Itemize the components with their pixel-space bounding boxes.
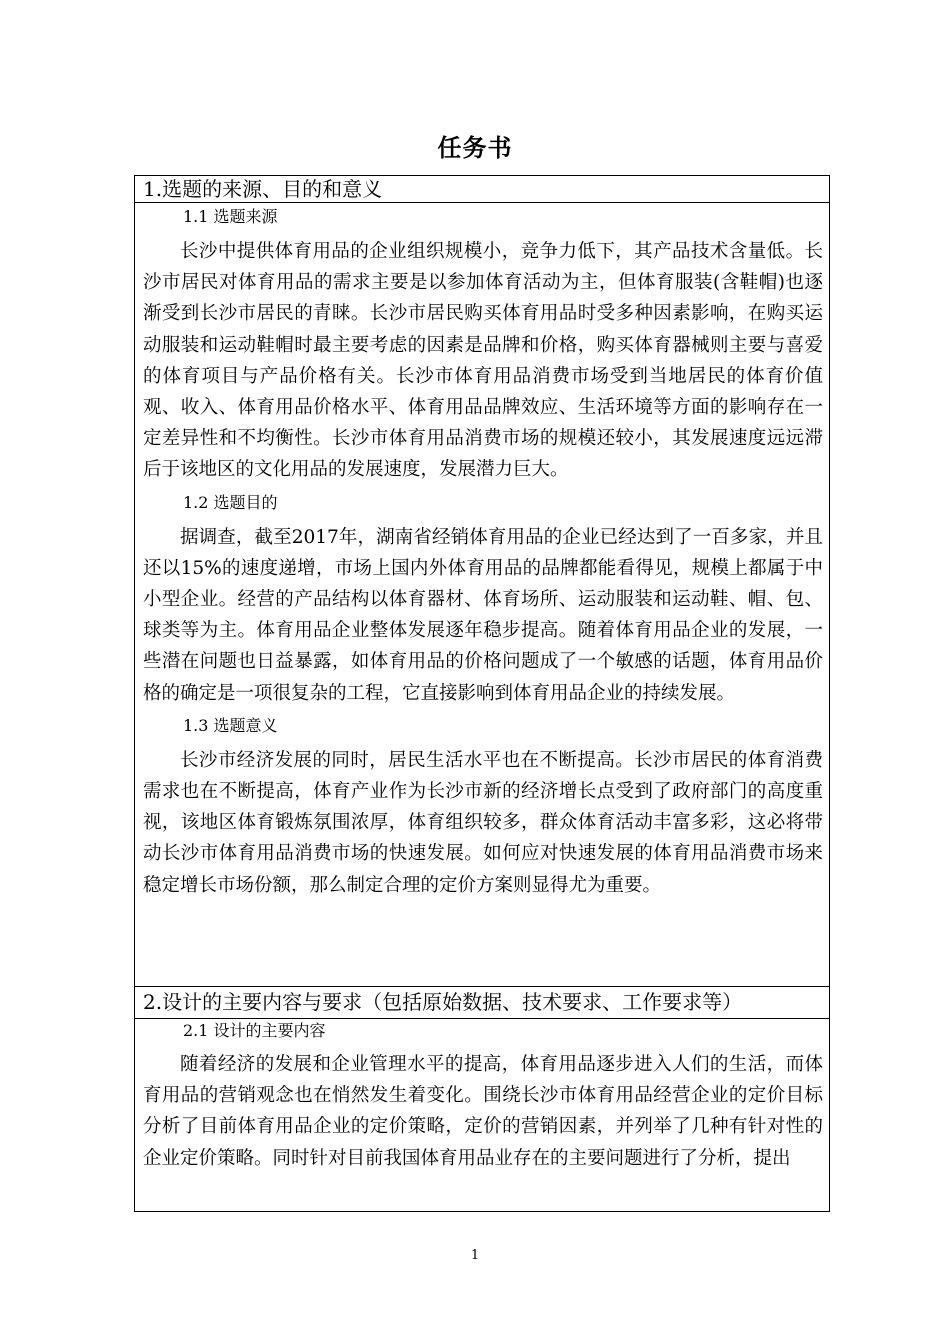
section-1-body (135, 203, 829, 986)
subsection-2-1-heading: 2.1 设计的主要内容 (183, 1021, 326, 1040)
section-2-body (135, 1019, 829, 1211)
subsection-1-1-paragraph: 长沙中提供体育用品的企业组织规模小，竞争力低下，其产品技术含量低。长沙市居民对体育用品的需求主要是以参加体育活动为主，但体育服装(含鞋帽)也逐渐受到长沙市居民的青睐。长沙市居民购买体育用品时受多种因素影响，在购买运动服装和运动鞋帽时最主要考虑的因素是品牌和价格，购买体育器械则主要与喜爱的体育项目与产品价格有关。长沙市体育用品消费市场受到当地居民的体育价值观、收入、体育用品价格水平、体育用品品牌效应、生活环境等方面的影响存在一定差异性和不均衡性。长沙市体育用品消费市场的规模还较小，其发展速度远远滞后于该地区的文化用品的发展速度，发展潜力巨大。 (143, 241, 823, 481)
subsection-1-2-heading: 1.2 选题目的 (183, 492, 278, 512)
task-table (134, 175, 830, 1212)
section-2-header: 2.设计的主要内容与要求（包括原始数据、技术要求、工作要求等） (135, 986, 829, 1019)
subsection-1-1-heading: 1.1 选题来源 (183, 207, 278, 226)
document-title: 任务书 (437, 134, 513, 162)
subsection-1-3-heading: 1.3 选题意义 (183, 715, 278, 735)
subsection-1-2-paragraph: 据调查，截至2017年，湖南省经销体育用品的企业已经达到了一百多家，并且还以15%的速度递增，市场上国内外体育用品的品牌都能看得见，规模上都属于中小型企业。经营的产品结构以体育器材、体育场所、运动服装和运动鞋、帽、包、球类等为主。体育用品企业整体发展逐年稳步提高。随着体育用品企业的发展，一些潜在问题也日益暴露，如体育用品的价格问题成了一个敏感的话题，体育用品价格的确定是一项很复杂的工程，它直接影响到体育用品企业的持续发展。 (143, 526, 823, 704)
page-number: 1 (470, 1248, 480, 1263)
subsection-2-1-paragraph: 随着经济的发展和企业管理水平的提高，体育用品逐步进入人们的生活，而体育用品的营销观念也在悄然发生着变化。围绕长沙市体育用品经营企业的定价目标分析了目前体育用品企业的定价策略，定价的营销因素，并列举了几种有针对性的企业定价策略。同时针对目前我国体育用品业存在的主要问题进行了分析，提出 (143, 1054, 823, 1169)
subsection-1-3-paragraph: 长沙市经济发展的同时，居民生活水平也在不断提高。长沙市居民的体育消费需求也在不断提高，体育产业作为长沙市新的经济增长点受到了政府部门的高度重视，该地区体育锻炼氛围浓厚，体育组织较多，群众体育活动丰富多彩，这必将带动长沙市体育用品消费市场的快速发展。如何应对快速发展的体育用品消费市场来稳定增长市场份额，那么制定合理的定价方案则显得尤为重要。 (143, 749, 823, 896)
section-1-header: 1.选题的来源、目的和意义 (135, 176, 829, 203)
